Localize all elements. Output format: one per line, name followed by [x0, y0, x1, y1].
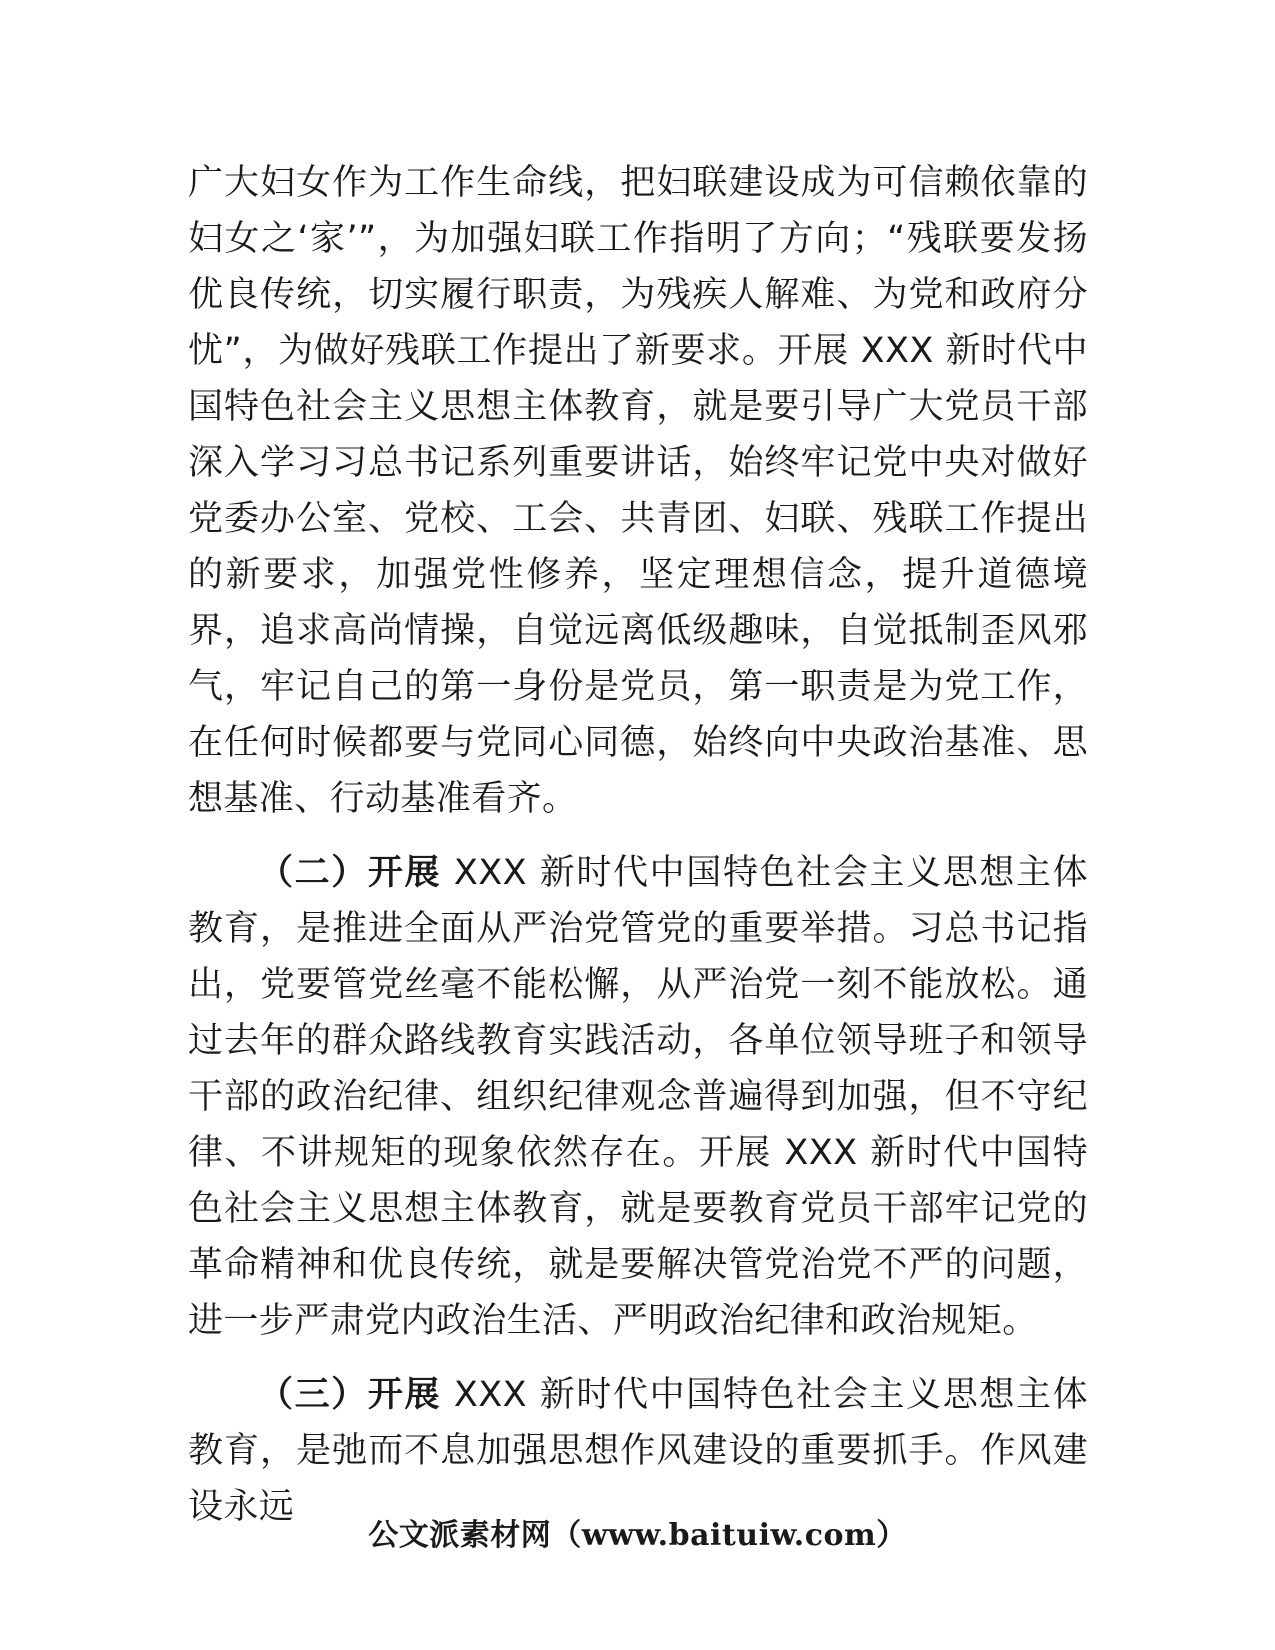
section-heading-2: （二）开展 — [258, 853, 442, 893]
paragraph-gap — [188, 1349, 1088, 1367]
paragraph-2-text: XXX 新时代中国特色社会主义思想主体教育，是推进全面从严治党管党的重要举措。习总书记指出，党要管党丝毫不能松懈，从严治党一刻不能放松。通过去年的群众路线教育实践活动，各单位领导班子和领导干部的政治纪律、组织纪律观念普遍得到加强，但不守纪律、不讲规矩的现象依然存在。开展 XXX 新时代中国特色社会主义思想主体教育，就是要教育党员干部牢记党的革命精神和优良传统，就是要解决管党治党不严的问题，进一步严肃党内政治生活、严明政治纪律和政治规矩。 — [188, 853, 1088, 1341]
paragraph-1: 广大妇女作为工作生命线，把妇联建设成为可信赖依靠的妇女之‘家’”，为加强妇联工作指明了方向；“残联要发扬优良传统，切实履行职责，为残疾人解难、为党和政府分忧”，为做好残联工作提出了新要求。开展 XXX 新时代中国特色社会主义思想主体教育，就是要引导广大党员干部深入学习习总书记系列重要讲话，始终牢记党中央对做好党委办公室、党校、工会、共青团、妇联、残联工作提出的新要求，加强党性修养，坚定理想信念，提升道德境界，追求高尚情操，自觉远离低级趣味，自觉抵制歪风邪气，牢记自己的第一身份是党员，第一职责是为党工作，在任何时候都要与党同心同德，始终向中央政治基准、思想基准、行动基准看齐。 — [188, 163, 1088, 819]
paragraph-2 — [188, 845, 1088, 1349]
section-heading-3: （三）开展 — [258, 1375, 442, 1415]
paragraph-gap — [188, 827, 1088, 845]
page-footer: 公文派素材网（www.baituiw.com） — [368, 1518, 907, 1553]
document-body — [188, 155, 1088, 1535]
paragraph-3-text: XXX 新时代中国特色社会主义思想主体教育，是弛而不息加强思想作风建设的重要抓手。作风建设永远 — [188, 1375, 1088, 1527]
